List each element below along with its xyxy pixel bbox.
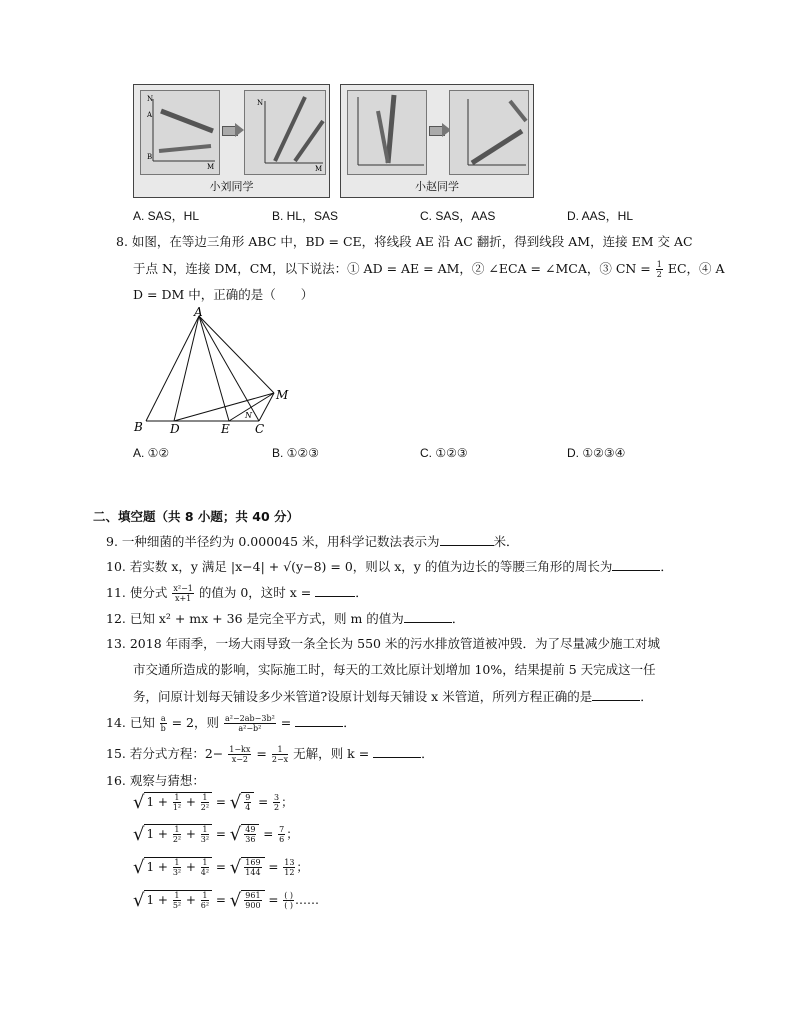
- svg-text:M: M: [315, 165, 323, 173]
- q15-mid: =: [256, 746, 267, 761]
- label-n: N: [245, 411, 252, 420]
- label-b: B: [134, 420, 143, 434]
- q16-equation-row: √ 1 + $\frac{1}{\text{5²}}$ + $\frac{1}{\text{6²}}$ = √ $\frac{961}{900}$ = $\frac{( )}{( )}$ ……: [133, 890, 320, 911]
- q16-frac-c: $\frac{49}{36}$: [245, 825, 256, 844]
- q12-answer-blank[interactable]: [404, 610, 452, 623]
- q16-frac-a: $\frac{1}{\text{1²}}$: [172, 793, 182, 812]
- q10-tail: ．: [660, 559, 673, 574]
- label-d: D: [170, 422, 180, 436]
- q16-radicand: 1 + $\frac{1}{\text{2²}}$ + $\frac{1}{\text{3²}}$: [144, 824, 212, 844]
- q8-line-2-text: 于点 N，连接 DM，CM，以下说法：① AD = AE = AM，② ∠ECA = ∠MCA，③ CN =: [133, 261, 651, 276]
- q8-option-a[interactable]: A. ①②: [133, 446, 170, 460]
- q11-head: 11. 使分式: [106, 585, 168, 600]
- q9-tail: 米．: [493, 534, 519, 549]
- q15-head: 15. 若分式方程：2−: [106, 746, 224, 761]
- q12-tail: ．: [451, 611, 465, 626]
- q15-fraction-2: $\frac{1}{2-x}$: [271, 745, 289, 764]
- q8-fraction: $\frac{1}{2}$: [656, 260, 662, 279]
- sqrt-icon: √: [133, 857, 145, 878]
- q11-tail: 的值为 0，这时 x =: [198, 585, 312, 600]
- q8-option-d[interactable]: D. ①②③④: [567, 446, 626, 460]
- q13-line-2: 市交通所造成的影响，实际施工时，每天的工效比原计划增加 10%，结果提前 5 天完成这一任: [133, 662, 656, 677]
- q9-answer-blank[interactable]: [440, 533, 494, 546]
- q8-line-3: D = DM 中，正确的是（ ）: [133, 287, 314, 302]
- caption-xiaoliu: 小刘同学: [209, 180, 254, 193]
- photo-xiaoliu: [133, 84, 330, 198]
- label-e: E: [221, 422, 230, 436]
- compass-drawing-icon: [141, 91, 219, 175]
- q16-frac-b: $\frac{1}{\text{3²}}$: [200, 825, 210, 844]
- q10: [106, 558, 673, 575]
- arrow-tip-icon: [235, 123, 244, 137]
- q13-line-3-text: 务，问原计划每天铺设多少米管道?设原计划每天铺设 x 米管道，所列方程正确的是: [133, 689, 593, 704]
- q16-frac-c: $\frac{9}{4}$: [245, 793, 251, 812]
- photo-panel-before: [347, 90, 427, 175]
- sqrt-icon: √: [133, 792, 145, 813]
- q13-line-3: [133, 688, 653, 705]
- sqrt-icon: √: [229, 857, 242, 878]
- q14-mid: = 2，则: [171, 715, 220, 730]
- q11: [106, 584, 368, 603]
- q9: [106, 533, 519, 550]
- q16-frac-a: $\frac{1}{\text{5²}}$: [172, 891, 182, 910]
- section-heading: 二、填空题（共 8 小题；共 40 分）: [93, 509, 300, 524]
- q15-answer-blank[interactable]: [373, 745, 421, 758]
- q11-end: ．: [355, 585, 368, 600]
- label-a: A: [194, 306, 203, 319]
- q16-frac-b: $\frac{1}{\text{4²}}$: [200, 858, 210, 877]
- compass-drawing-icon: [450, 91, 528, 175]
- q16-radicand: 1 + $\frac{1}{\text{3²}}$ + $\frac{1}{\text{4²}}$: [144, 857, 212, 877]
- q16-frac-b: $\frac{1}{\text{2²}}$: [200, 793, 210, 812]
- q16-radicand-2: [241, 890, 264, 910]
- q16-equation-row: √ 1 + $\frac{1}{\text{2²}}$ + $\frac{1}{\text{3²}}$ = √ $\frac{49}{36}$ = $\frac{7}{6}$ ；: [133, 824, 299, 845]
- q14-tail: =: [280, 715, 292, 730]
- compass-drawing-icon: [245, 91, 325, 175]
- q16-frac-b: $\frac{1}{\text{6²}}$: [200, 891, 210, 910]
- q15-tail: 无解，则 k =: [293, 746, 370, 761]
- svg-text:B: B: [147, 153, 153, 161]
- caption-xiaozhao: 小赵同学: [415, 180, 459, 193]
- q11-fraction: $\frac{\text{x²−1}}{x+1}$: [173, 584, 193, 603]
- q9-text: 9. 一种细菌的半径约为 0.000045 米，用科学记数法表示为: [106, 534, 440, 549]
- q16-end: ；: [296, 860, 309, 874]
- q8-option-b[interactable]: B. ①②③: [272, 446, 319, 460]
- q8-line-1: 8. 如图，在等边三角形 ABC 中，BD = CE，将线段 AE 沿 AC 翻折，得到线段 AM，连接 EM 交 AC: [116, 234, 693, 249]
- q12: [106, 610, 464, 627]
- photo-panel-after: [449, 90, 529, 175]
- sqrt-icon: √: [133, 890, 145, 911]
- q15-fraction-1: $\frac{1-kx}{x-2}$: [229, 745, 251, 764]
- photo-xiaozhao: [340, 84, 534, 198]
- svg-text:M: M: [207, 163, 215, 171]
- q16-radicand: 1 + $\frac{1}{\text{1²}}$ + $\frac{1}{\text{2²}}$: [144, 792, 212, 812]
- q16-frac-result: $\frac{( )}{( )}$: [284, 891, 294, 910]
- compass-drawing-icon: [348, 91, 426, 175]
- q16-equation-row: √ 1 + $\frac{1}{\text{1²}}$ + $\frac{1}{\text{2²}}$ = √ $\frac{9}{4}$ = $\frac{3}{2}$ ；: [133, 792, 294, 813]
- q16-radicand-2: [241, 824, 259, 844]
- q14-answer-blank[interactable]: [295, 714, 343, 727]
- sqrt-icon: √: [229, 792, 242, 813]
- q16-frac-c: $\frac{961}{900}$: [245, 891, 261, 910]
- photo-panel-before: [140, 90, 220, 175]
- q13-line-1: 13. 2018 年雨季，一场大雨导致一条全长为 550 米的污水排放管道被冲毁．为了尽量减少施工对城: [106, 636, 660, 651]
- q16-end: ；: [286, 827, 299, 841]
- q16-frac-a: $\frac{1}{\text{3²}}$: [172, 858, 182, 877]
- q16-radicand: 1 + $\frac{1}{\text{5²}}$ + $\frac{1}{\text{6²}}$: [144, 890, 212, 910]
- q16-frac-result: $\frac{3}{2}$: [274, 793, 280, 812]
- q14: [106, 714, 356, 733]
- q7-option-b[interactable]: B. HL，SAS: [272, 209, 339, 223]
- q15: [106, 745, 434, 764]
- svg-text:A: A: [147, 111, 153, 119]
- q13-answer-blank[interactable]: [592, 688, 640, 701]
- q11-answer-blank[interactable]: [315, 584, 355, 597]
- q7-option-d[interactable]: D. AAS，HL: [567, 209, 634, 223]
- label-m: M: [276, 388, 289, 402]
- q13-tail: ．: [640, 689, 653, 704]
- sqrt-icon: √: [133, 824, 145, 845]
- q16-title: 16. 观察与猜想：: [106, 773, 205, 788]
- q8-line-2: [133, 260, 725, 279]
- q10-answer-blank[interactable]: [612, 558, 660, 571]
- q16-frac-a: $\frac{1}{\text{2²}}$: [172, 825, 182, 844]
- svg-text:N: N: [257, 99, 264, 107]
- q10-text: 10. 若实数 x，y 满足 |x−4| + √(y−8) = 0，则以 x，y 的值为边长的等腰三角形的周长为: [106, 559, 613, 574]
- q8-option-c[interactable]: C. ①②③: [420, 446, 468, 460]
- sqrt-icon: √: [229, 890, 242, 911]
- q7-option-a[interactable]: A. SAS，HL: [133, 209, 200, 223]
- q16-frac-c: $\frac{169}{144}$: [245, 858, 261, 877]
- q15-end: ．: [421, 746, 434, 761]
- q16-equation-row: √ 1 + $\frac{1}{\text{3²}}$ + $\frac{1}{\text{4²}}$ = √ $\frac{169}{144}$ = $\frac{13}{12}$ ；: [133, 857, 309, 878]
- svg-text:N: N: [147, 95, 154, 103]
- q16-radicand-2: [241, 857, 264, 877]
- q16-frac-result: $\frac{7}{6}$: [279, 825, 285, 844]
- q7-option-c[interactable]: C. SAS，AAS: [420, 209, 496, 223]
- sqrt-icon: √: [229, 824, 242, 845]
- q16-radicand-2: [241, 792, 254, 812]
- q14-fraction-2: $\frac{\text{a²−2ab−3b²}}{\text{a²−b²}}$: [225, 714, 275, 733]
- q14-head: 14. 已知: [106, 715, 155, 730]
- q16-end: ；: [281, 795, 294, 809]
- triangle-figure: [128, 306, 298, 440]
- q12-text: 12. 已知 x² + mx + 36 是完全平方式，则 m 的值为: [106, 611, 404, 626]
- q14-end: ．: [343, 715, 356, 730]
- label-c: C: [255, 422, 265, 436]
- q14-fraction-1: $\frac{a}{b}$: [160, 714, 166, 733]
- q8-line-2-tail: EC，④ A: [667, 261, 725, 276]
- photo-panel-after: [244, 90, 326, 175]
- q16-end: ……: [295, 893, 320, 907]
- q16-frac-result: $\frac{13}{12}$: [284, 858, 295, 877]
